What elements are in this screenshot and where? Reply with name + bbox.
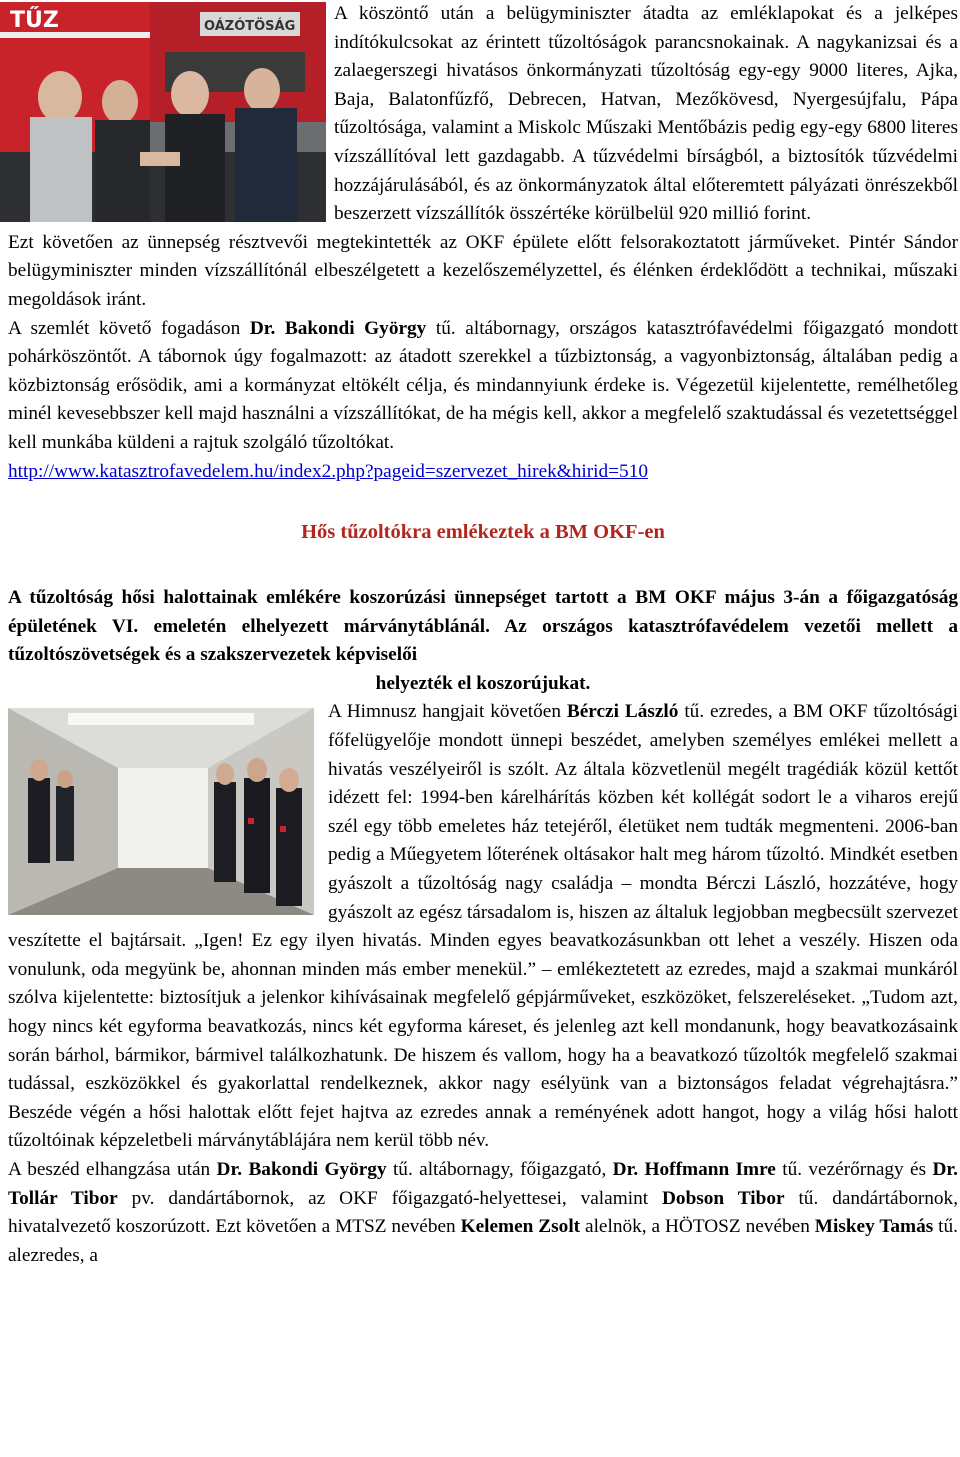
paragraph-text: pv. dandártábornok, az OKF főigazgató-helyettesei, valamint — [117, 1187, 662, 1209]
article2-lead: A tűzoltóság hősi halottainak emlékére koszorúzási ünnepséget tartott a BM OKF május 3-án a főigazgatóság épületének VI. emeletén elhelyezett márványtáblánál. Az országos katasztrófavédelem vezetői mellett a tűzoltószövetségek és a szakszervezetek képviselői — [8, 587, 958, 666]
paragraph-text: tű. altábornagy, országos katasztrófavédelmi főigazgató mondott pohárköszöntőt. A tábornok úgy fogalmazott: az átadott szerekkel a tűzbiztonság, a vagyonbiztonság, általában pedig a közbiztonság erősödik, ami a kormányzat eltökélt célja, és mindannyiunk érdeke is. Végezetül kijelentette, remélhetőleg minél kevesebbszer kell majd használni a vízszállítókat, de ha mégis kell, akkor a megfelelő szaktudással és vezetettséggel kell munkába küldeni a rajtuk szolgáló tűzoltókat. — [8, 317, 958, 453]
person-name: Dr. Tollár Tibor — [8, 1158, 959, 1209]
person-name: Kelemen Zsolt — [460, 1216, 581, 1238]
paragraph-text: A Himnusz hangjait követően — [328, 701, 567, 723]
person-name: Dobson Tibor — [662, 1187, 785, 1209]
article2-headline: Hős tűzoltókra emlékeztek a BM OKF-en — [301, 521, 665, 544]
document-page — [8, 0, 958, 1270]
memorial-corridor-photo — [8, 708, 314, 915]
paragraph-text: alelnök, a HÖTOSZ nevében — [580, 1216, 815, 1238]
paragraph-text: tű. altábornagy, főigazgató, — [386, 1158, 613, 1180]
paragraph-text: tű. dandártábornok, hivatalvezető koszorúzott. Ezt követően a MTSZ nevében — [8, 1187, 959, 1238]
person-name: Bérczi László — [566, 701, 679, 723]
person-name: Miskey Tamás — [814, 1216, 934, 1238]
paragraph-text: tű. alezredes, a — [8, 1216, 959, 1266]
article1-paragraph-2: Ezt követően az ünnepség résztvevői megtekintették az OKF épülete előtt felsorakoztatott járműveket. Pintér Sándor belügyminiszter minden vízszállítónál elbeszélgetett a kezelőszemélyzettel, és élénken érdeklődött a technikai, műszaki megoldások iránt. — [8, 231, 958, 310]
source-link[interactable]: http://www.katasztrofavedelem.hu/index2.php?pageid=szervezet_hirek&hirid=510 — [8, 460, 648, 482]
paragraph-text: A beszéd elhangzása után — [8, 1158, 217, 1180]
person-name: Dr. Bakondi György — [249, 317, 427, 339]
source-link-line — [8, 458, 958, 487]
article2-lead-end: helyezték el koszorújukat. — [375, 672, 591, 694]
paragraph-text: tű. ezredes, a BM OKF tűzoltósági főfelügyelője mondott ünnepi beszédet, amelyben személyes emlékei mellett a hivatás veszélyeiről is szólt. Az általa közvetlenül megélt tragédiák közül kettőt idézett fel: 1994-ben kárelhárítás közben két kollégát sodort le a viharos erejű szél egy több emeletes ház tetejéről, életüket nem tudták megmenteni. 2006-ban pedig a Műegyetem lőterének oltásakor halt meg három tűzoltó. Mindkét esetben gyászolt a tűzoltóság nagy családja – mondta Bérczi László, hozzátéve, hogy gyászolt az egész társadalom is, hiszen az általuk legjobban megbecsült szervezet veszítette el bajtársait. „Igen! Ez egy ilyen hivatás. Minden egyes beavatkozásunkban ott lehet a veszély. Hiszen oda vonulunk, oda megyünk be, ahonnan minden más ember menekül.” – emlékeztetett az ezredes, majd a szakmai munkáról szólva kijelentette: biztosítjuk a jelenkor kihívásainak megfelelő gépjárműveket, eszközöket, felszereléseket. „Tudom azt, hogy nincs két egyforma beavatkozás, nincs két egyforma káreset, és jelenleg azt kell mondanunk, hogy beavatkozásaink során bárhol, bármikor, bármivel találkozhatunk. De hiszem és vallom, hogy ha a beavatkozó tűzoltók megfelelő szakmai tudással, eszközökkel és gyakorlattal rendelkeznek, akkor nagy esélyünk van a biztonságos feladat végrehajtásra.” Beszéde végén a hősi halottak előtt fejet hajtva az ezredes annak a reményének adott hangot, hogy a világ hősi halott tűzoltóinak képzeletbeli márványtáblájára nem kerül több név. — [8, 701, 958, 1152]
person-name: Dr. Bakondi György — [216, 1158, 387, 1180]
handshake-ceremony-photo — [0, 2, 326, 222]
article2-paragraph-2 — [8, 1156, 958, 1270]
svg-text:TŰZ: TŰZ — [10, 8, 59, 33]
svg-text:OÁZÓTÖSÁG: OÁZÓTÖSÁG — [204, 19, 296, 34]
person-name: Dr. Hoffmann Imre — [612, 1158, 776, 1180]
article1-paragraph-1: A köszöntő után a belügyminiszter átadta az emléklapokat és a jelképes indítókulcsokat az érintett tűzoltóságok parancsnokainak. A nagykanizsai és a zalaegerszegi hivatásos önkormányzati tűzoltóság egy-egy 9000 literes, Ajka, Baja, Balatonfűzfő, Debrecen, Hatvan, Mezőkövesd, Nyergesújfalu, Pápa tűzoltósága, valamint a Miskolc Műszaki Mentőbázis pedig egy-egy 6800 literes vízszállítóval lett gazdagabb. A tűzvédelmi bírságból, a biztosítók tűzvédelmi hozzájárulásából, és az önkormányzatok által előteremtett pályázati önrészekből beszerzett vízszállítók összértéke körülbelül 920 millió forint. — [334, 3, 958, 225]
paragraph-text: A szemlét követő fogadáson — [8, 317, 250, 339]
article1-paragraph-3 — [8, 315, 958, 458]
paragraph-text: tű. vezérőrnagy és — [775, 1158, 933, 1180]
